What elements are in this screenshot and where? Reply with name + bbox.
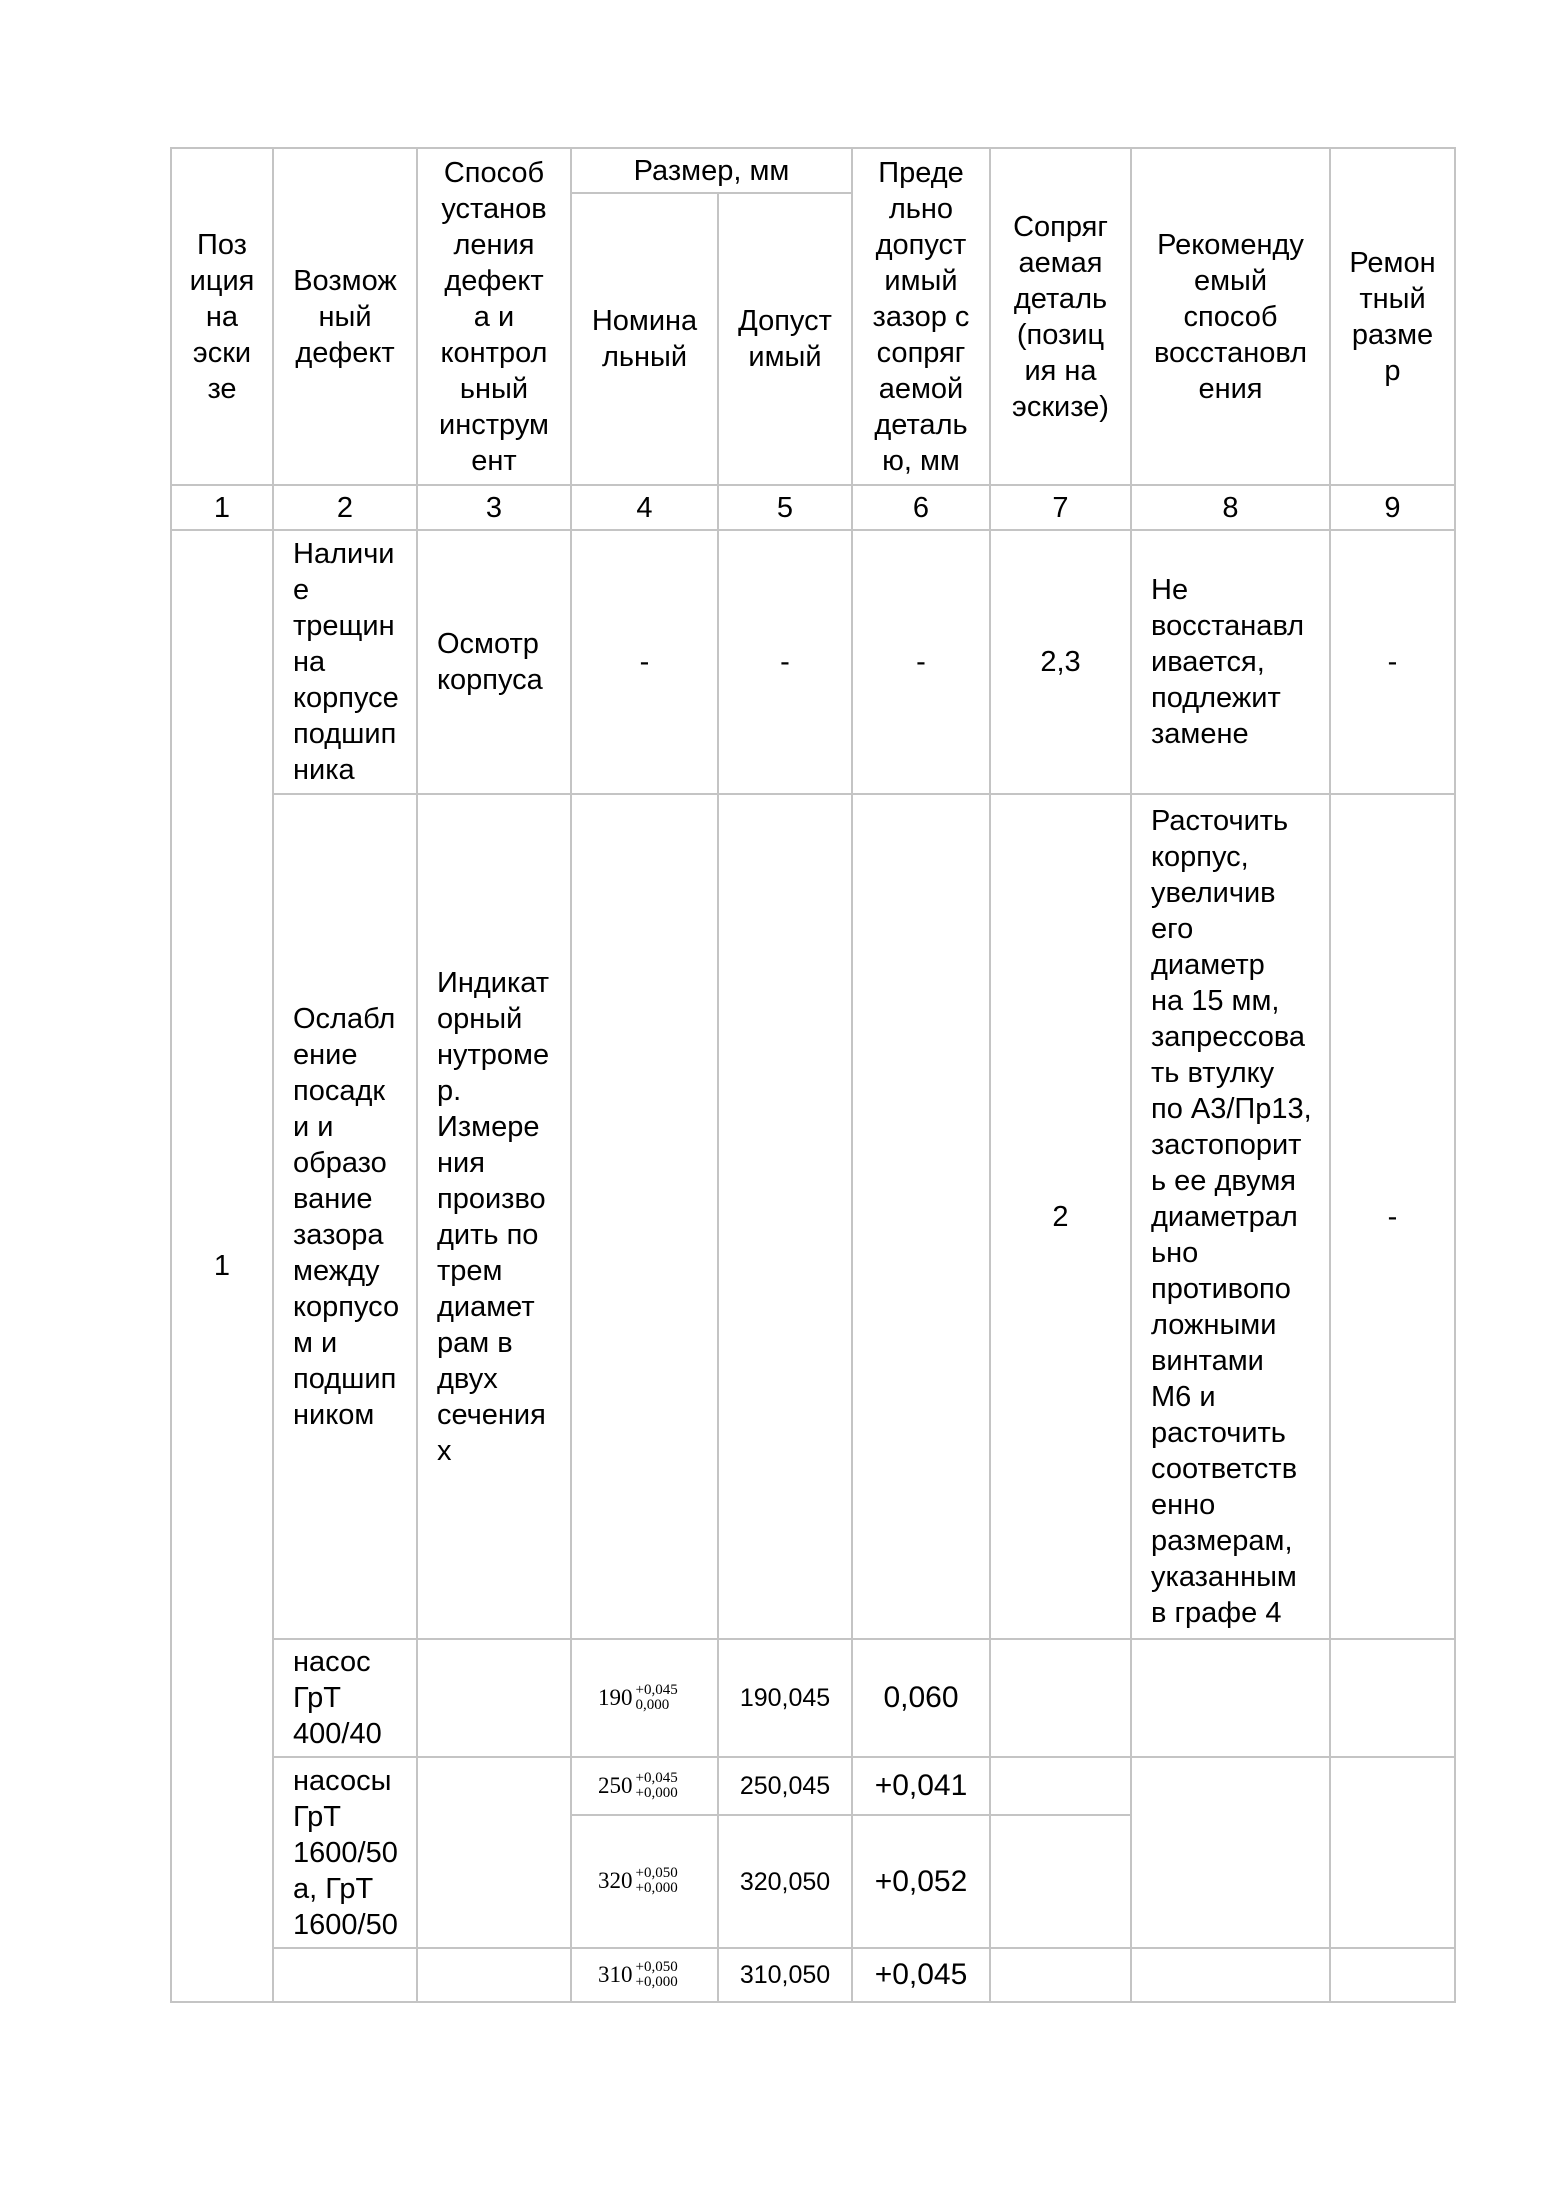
nominal-size: - — [639, 646, 650, 678]
mating-part: 2 — [1052, 1200, 1069, 1233]
recommendation-replace: Не восстанавл ивается, подлежит замене — [1151, 574, 1305, 750]
column-number: 2 — [336, 491, 354, 524]
limit-gap: +0,041 — [874, 1769, 968, 1802]
defect-cracks: Наличи е трещин на корпусе подшип ника — [293, 538, 399, 786]
column-number: 9 — [1384, 491, 1401, 524]
header-method: Способ установ ления дефект а и контрол ьный инструм ент — [439, 156, 549, 477]
method-bore-gauge: Индикат орный нутроме р. Измере ния произво дить по трем диамет рам в двух сечения х — [437, 966, 550, 1467]
nominal-dimension: 320 +0,050 +0,000 — [598, 1865, 678, 1896]
mating-part: 2,3 — [1040, 646, 1081, 678]
method-inspection: Осмотр корпуса — [437, 628, 543, 696]
column-number: 7 — [1052, 491, 1069, 524]
column-number: 5 — [776, 491, 794, 524]
allowed-size: 310,050 — [739, 1961, 831, 1989]
nominal-dimension: 250 +0,045 +0,000 — [598, 1770, 678, 1801]
allowed-size: 250,045 — [739, 1772, 831, 1800]
header-repair-size: Ремон тный разме р — [1349, 246, 1436, 387]
column-number: 1 — [213, 491, 231, 524]
limit-gap: 0,060 — [883, 1681, 959, 1714]
column-number: 4 — [636, 491, 653, 524]
allowed-size: - — [780, 646, 790, 678]
nominal-dimension: 190 +0,045 0,000 — [598, 1682, 678, 1713]
header-defect: Возмож ный дефект — [293, 264, 397, 369]
header-size-group: Размер, мм — [633, 154, 790, 187]
nominal-dimension: 310 +0,050 +0,000 — [598, 1959, 678, 1990]
header-position: Поз иция на эски зе — [189, 228, 255, 405]
header-mating-part: Сопряг аемая деталь (позиц ия на эскизе) — [1012, 210, 1109, 423]
pump-grt-1600-50: насосы ГрТ 1600/50 а, ГрТ 1600/50 — [293, 1764, 398, 1941]
header-recommended-method: Рекоменду емый способ восстановл ения — [1153, 228, 1308, 405]
header-nominal: Номина льный — [591, 305, 698, 373]
pump-grt-400-40: насос ГрТ 400/40 — [293, 1646, 382, 1750]
limit-gap: +0,045 — [874, 1958, 968, 1991]
column-number: 3 — [485, 491, 503, 524]
column-number: 8 — [1222, 491, 1239, 524]
limit-gap: +0,052 — [874, 1864, 968, 1898]
position-number: 1 — [213, 1250, 231, 1282]
allowed-size: 320,050 — [739, 1867, 831, 1896]
defect-loosening: Ослабл ение посадк и и образо вание зазора между корпусо м и подшип ником — [293, 1002, 400, 1431]
header-limit-gap: Преде льно допуст имый зазор с сопряг аемой деталь ю, мм — [872, 156, 970, 477]
repair-size: - — [1387, 646, 1398, 678]
column-number: 6 — [912, 491, 930, 524]
recommendation-bore-sleeve: Расточить корпус, увеличив его диаметр на 15 мм, запрессова ть втулку по А3/Пр13, застопорит ь ее двумя диаметрал ьно противопо ложными винтами М6 и расточить соответств енно размерам, указанным в графе 4 — [1151, 804, 1312, 1629]
limit-gap: - — [916, 646, 926, 678]
header-allowed: Допуст имый — [738, 305, 832, 373]
repair-size: - — [1387, 1200, 1398, 1233]
allowed-size: 190,045 — [739, 1684, 831, 1712]
